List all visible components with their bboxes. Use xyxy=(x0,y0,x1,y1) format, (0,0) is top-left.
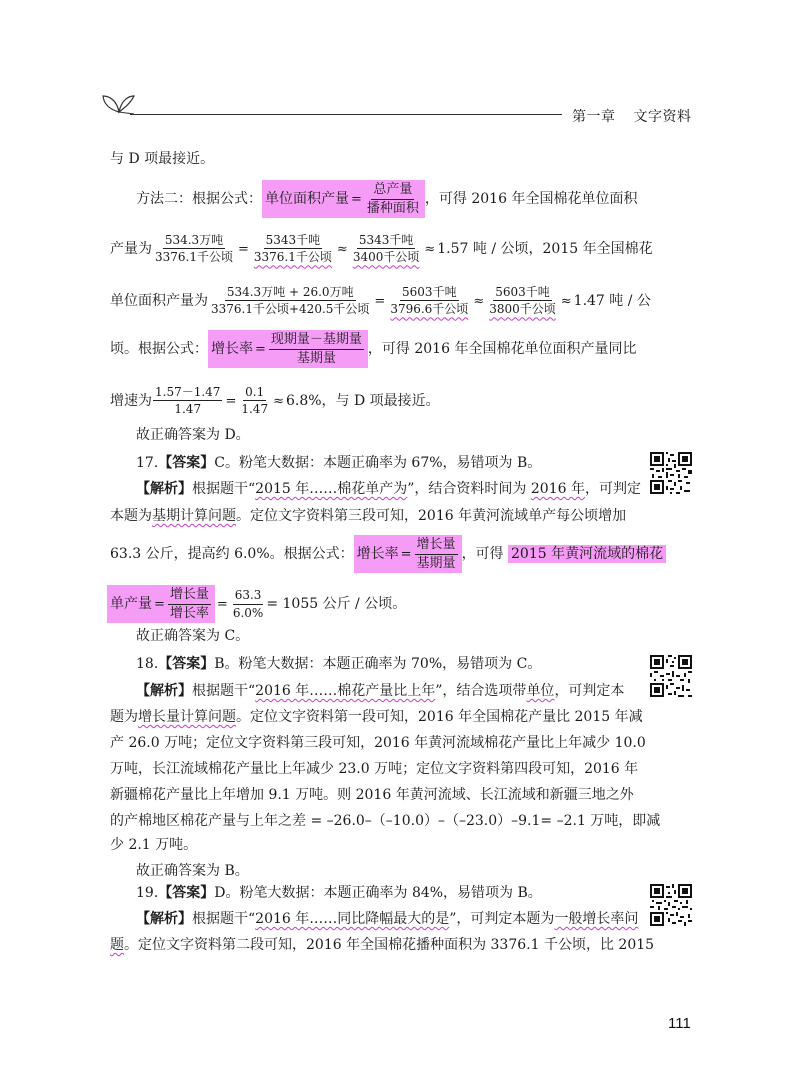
text-run: 根据题干“ xyxy=(192,911,256,927)
qr-code-icon[interactable] xyxy=(650,655,692,697)
underlined-phrase: 单位 xyxy=(526,683,555,699)
text-run: 根据题干“ xyxy=(192,683,256,699)
formula-denominator: 基期量 xyxy=(416,555,456,571)
text-run: B。粉笔大数据：本题正确率为 70%，易错项为 C。 xyxy=(214,656,542,672)
fraction-denominator: 3796.6千公顷 xyxy=(390,302,469,317)
fraction-numerator: 63.3 xyxy=(233,588,264,604)
chapter-title: 文字资料 xyxy=(633,109,692,125)
header-rule xyxy=(130,114,562,115)
q19-analysis-line xyxy=(110,938,654,952)
q17-analysis-line xyxy=(110,535,666,573)
fraction-denominator: 3800千公顷 xyxy=(489,302,556,317)
fraction-numerator: 5603千吨 xyxy=(493,285,552,301)
text-run: ，可判定 xyxy=(584,481,641,497)
text-run: 1.57 吨 / 公顷，2015 年全国棉花 xyxy=(437,240,653,257)
q18-answer-line xyxy=(136,657,541,671)
text-run: 63.3 公斤，提高约 6.0%。根据公式： xyxy=(110,546,354,563)
highlighted-formula: 单位面积产量 = $\frac{\text{总产量}}{\text{播种面积}}$ xyxy=(262,180,425,218)
text-run: ，可得 2016 年全国棉花单位面积 xyxy=(424,191,638,208)
formula-lhs: 单产量 xyxy=(110,596,152,613)
underlined-phrase: 题 xyxy=(110,937,124,953)
q18-analysis-line: 产 26.0 万吨；定位文字资料第三段可知，2016 年黄河流域棉花产量比上年减少 10.0 xyxy=(110,735,646,751)
text-run: 。定位文字资料第三段可知，2016 年黄河流域单产每公顷增加 xyxy=(236,508,627,524)
underlined-phrase: 一般增长率问 xyxy=(554,911,639,927)
fraction-denominator: 1.47 xyxy=(241,402,269,417)
chapter-header xyxy=(572,106,692,126)
formula-lhs: 增长率 xyxy=(356,546,399,563)
chapter-number: 第一章 xyxy=(572,109,616,125)
answer-line: 故正确答案为 D。 xyxy=(136,427,250,443)
formula-numerator: 现期量－基期量 xyxy=(269,332,364,350)
answer-tag: 【答案】 xyxy=(158,656,215,672)
text-run: 。定位文字资料第二段可知，2016 年全国棉花播种面积为 3376.1 千公顷，比 2015 xyxy=(124,937,655,953)
highlighted-formula: 单产量 = $\frac{\text{增长量}}{\text{增长率}}$ xyxy=(107,585,215,623)
fraction-denominator: 3376.1千公顷 xyxy=(253,250,332,265)
fraction-numerator: 5603千吨 xyxy=(400,285,459,301)
highlighted-formula: 增长率 = $\frac{\text{现期量－基期量}}{\text{基期量}}$ xyxy=(208,330,368,368)
q18-analysis-line xyxy=(110,710,643,724)
formula-numerator: 增长量 xyxy=(415,537,458,555)
question-number: 18. xyxy=(136,656,159,672)
fraction-denominator: 3400千公顷 xyxy=(352,250,420,265)
question-number: 17. xyxy=(136,455,159,471)
method-two-line xyxy=(136,180,637,218)
analysis-tag: 【解析】 xyxy=(136,911,192,927)
underlined-phrase: 基期计算问题 xyxy=(152,508,236,524)
calc-line: 增速为 $\frac{1.57-1.47}{1.47}$ = $\frac{0.1}{1.47}$ ≈ 6.8%，与 D 项最接近。 xyxy=(110,385,440,417)
answer-tag: 【答案】 xyxy=(158,885,215,901)
text-run: 题为 xyxy=(110,709,138,725)
underlined-phrase: 2016 年……同比降幅最大的是 xyxy=(255,911,450,927)
text-run: = 1055 公斤 / 公顷。 xyxy=(266,596,407,613)
qr-code-icon[interactable] xyxy=(650,452,692,494)
fraction-numerator: 5343千吨 xyxy=(264,233,323,249)
q17-answer-line xyxy=(136,456,541,470)
text-run: 。定位文字资料第一段可知，2016 年全国棉花产量比 2015 年减 xyxy=(236,709,643,725)
formula-numerator: 总产量 xyxy=(371,182,414,200)
answer-line: 故正确答案为 C。 xyxy=(136,628,250,644)
underlined-phrase: 增长量计算问题 xyxy=(138,709,236,725)
text-run: 根据题干“ xyxy=(192,481,256,497)
text-run: ”，结合选项带 xyxy=(435,683,527,699)
underlined-phrase: 2016 年……棉花产量比上年 xyxy=(255,683,436,699)
highlighted-phrase: 2015 年黄河流域的棉花 xyxy=(508,545,666,563)
calc-line: 单位面积产量为 $\frac{\text{534.3万吨 + 26.0万吨}}{\text{3376.1千公顷+420.5千公顷}}$ = $\frac{\text{5603千吨}}{\text{3796.6千公顷}}$ ≈ $\frac{\text{5603千吨}}{\text{3800千公顷}}$ ≈ 1.47 吨 / 公 xyxy=(110,285,651,317)
q18-analysis-line: 少 2.1 万吨。 xyxy=(110,837,198,853)
text-run: C。粉笔大数据：本题正确率为 67%，易错项为 B。 xyxy=(214,455,542,471)
q17-analysis-line xyxy=(136,482,641,496)
text-run: ”，可判定本题为 xyxy=(449,911,555,927)
q18-analysis-line: 新疆棉花产量比上年增加 9.1 万吨。则 2016 年黄河流域、长江流域和新疆三地之外 xyxy=(110,787,634,803)
q17-analysis-line xyxy=(110,509,626,523)
fraction-denominator: 6.0% xyxy=(232,605,264,620)
text-run: 本题为 xyxy=(110,508,152,524)
formula-denominator: 基期量 xyxy=(296,350,336,366)
formula-lhs: 单位面积产量 xyxy=(265,191,349,208)
formula-lhs: 增长率 xyxy=(211,341,253,358)
text-run: ，可得 2016 年全国棉花单位面积产量同比 xyxy=(367,341,637,358)
question-number: 19. xyxy=(136,885,159,901)
text-run: ，可判定本 xyxy=(554,683,625,699)
formula-denominator: 增长率 xyxy=(169,605,209,621)
fraction-denominator: 3376.1千公顷+420.5千公顷 xyxy=(211,302,370,317)
analysis-tag: 【解析】 xyxy=(136,683,192,699)
fraction-denominator: 1.47 xyxy=(174,402,202,417)
qr-code-icon[interactable] xyxy=(650,884,692,926)
fraction-numerator: 5343千吨 xyxy=(357,233,416,249)
highlighted-formula: 增长率 = $\frac{\text{增长量}}{\text{基期量}}$ xyxy=(354,535,462,573)
calc-line: 产量为 $\frac{\text{534.3万吨}}{\text{3376.1千公顷}}$ = $\frac{\text{5343千吨}}{\text{3376.1千公顷}}$ ≈ $\frac{\text{5343千吨}}{\text{3400千公顷}}$ ≈ 1.57 吨 / 公顷，2015 年全国棉花 xyxy=(110,233,653,265)
underlined-phrase: 2016 年 xyxy=(530,481,585,497)
leaf-ornament-icon xyxy=(100,92,138,114)
formula-numerator: 增长量 xyxy=(168,587,211,605)
fraction-numerator: 1.57－1.47 xyxy=(153,385,222,401)
answer-tag: 【答案】 xyxy=(158,455,215,471)
page-number: 111 xyxy=(668,1015,691,1032)
formula-line xyxy=(110,330,636,368)
q18-analysis-line xyxy=(136,684,624,698)
fraction-numerator: 534.3万吨 + 26.0万吨 xyxy=(225,285,356,301)
q19-analysis-line xyxy=(136,912,638,926)
text-run: 1.47 吨 / 公 xyxy=(573,292,651,309)
text-run: ，可得 xyxy=(461,546,509,563)
q18-analysis-line: 的产棉地区棉花产量与上年之差 = –26.0–（–10.0）–（–23.0）–9.1= –2.1 万吨，即减 xyxy=(110,813,661,829)
text-run: 增速为 xyxy=(110,392,152,409)
analysis-tag: 【解析】 xyxy=(136,481,192,497)
text-run: ”，结合资料时间为 xyxy=(407,481,531,497)
formula-denominator: 播种面积 xyxy=(366,200,419,216)
answer-line: 故正确答案为 B。 xyxy=(136,863,249,879)
text-line: 与 D 项最接近。 xyxy=(110,151,215,167)
underlined-phrase: 2015 年……棉花单产为 xyxy=(255,481,408,497)
text-run: 顷。根据公式： xyxy=(110,341,208,358)
q17-analysis-line: 单产量 = $\frac{\text{增长量}}{\text{增长率}}$ = $\frac{63.3}{6.0\%}$ = 1055 公斤 / 公顷。 xyxy=(110,585,406,623)
fraction-numerator: 0.1 xyxy=(243,385,266,401)
text-run: 单位面积产量为 xyxy=(110,292,208,309)
text-run: 产量为 xyxy=(110,240,152,257)
text-run: D。粉笔大数据：本题正确率为 84%，易错项为 B。 xyxy=(214,885,542,901)
text-run: 6.8%，与 D 项最接近。 xyxy=(285,392,440,409)
text-run: 方法二：根据公式： xyxy=(136,191,262,208)
fraction-denominator: 3376.1千公顷 xyxy=(155,250,233,265)
fraction-numerator: 534.3万吨 xyxy=(163,233,225,249)
q18-analysis-line: 万吨，长江流域棉花产量比上年减少 23.0 万吨；定位文字资料第四段可知，2016 年 xyxy=(110,761,639,777)
q19-answer-line xyxy=(136,886,542,900)
